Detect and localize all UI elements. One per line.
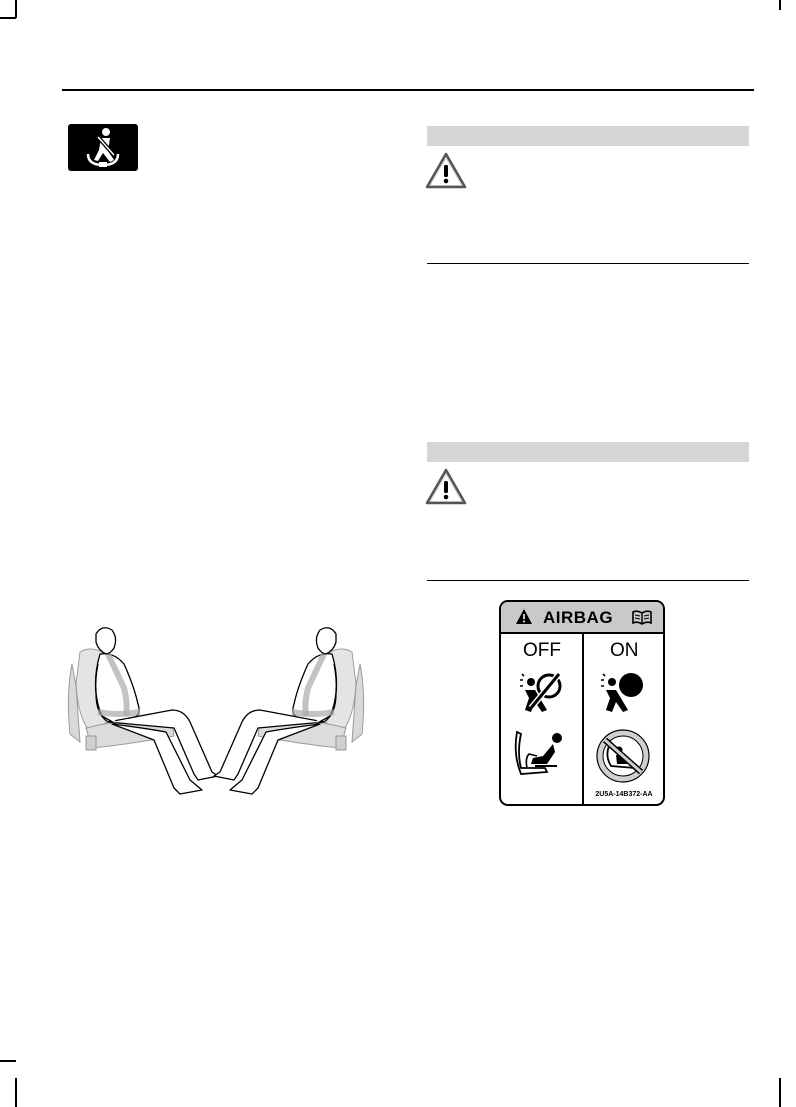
crop-mark-bottom-left	[15, 1078, 17, 1107]
warning-triangle-icon	[425, 468, 467, 506]
warning-triangle-icon	[515, 608, 533, 625]
crop-mark-bottom-left	[0, 1060, 16, 1062]
pregnant-occupant-seatbelt-illustration	[62, 624, 370, 802]
forward-facing-child-seat-icon	[513, 728, 569, 780]
header-rule	[62, 89, 754, 91]
crop-mark-top-left	[0, 17, 16, 19]
airbag-label-part-number: 2U5A-14B372-AA	[595, 791, 653, 798]
crop-mark-top-right	[779, 0, 781, 10]
seatbelt-warning-icon	[68, 124, 138, 171]
airbag-deactivated-icon	[519, 670, 565, 714]
crop-mark-bottom-right	[779, 1078, 781, 1107]
warning-bar	[427, 442, 749, 462]
airbag-label-header	[501, 602, 663, 634]
warning-end-rule	[427, 580, 749, 581]
seatbelt-reminder-tile	[68, 124, 138, 171]
pregnant-person-right	[214, 628, 337, 794]
crop-mark-top-left	[15, 0, 17, 18]
warning-bar	[427, 126, 749, 146]
airbag-on-label: ON	[610, 640, 639, 661]
airbag-active-icon	[600, 670, 646, 714]
airbag-label-divider	[582, 634, 584, 806]
airbag-label-title: AIRBAG	[543, 608, 614, 627]
no-rear-facing-child-seat-icon	[591, 726, 655, 786]
warning-end-rule	[427, 263, 749, 264]
warning-triangle-icon	[425, 152, 467, 190]
pregnant-person-left	[96, 628, 219, 794]
airbag-warning-label	[499, 600, 665, 806]
airbag-off-label: OFF	[523, 640, 561, 661]
open-book-icon	[632, 610, 652, 625]
